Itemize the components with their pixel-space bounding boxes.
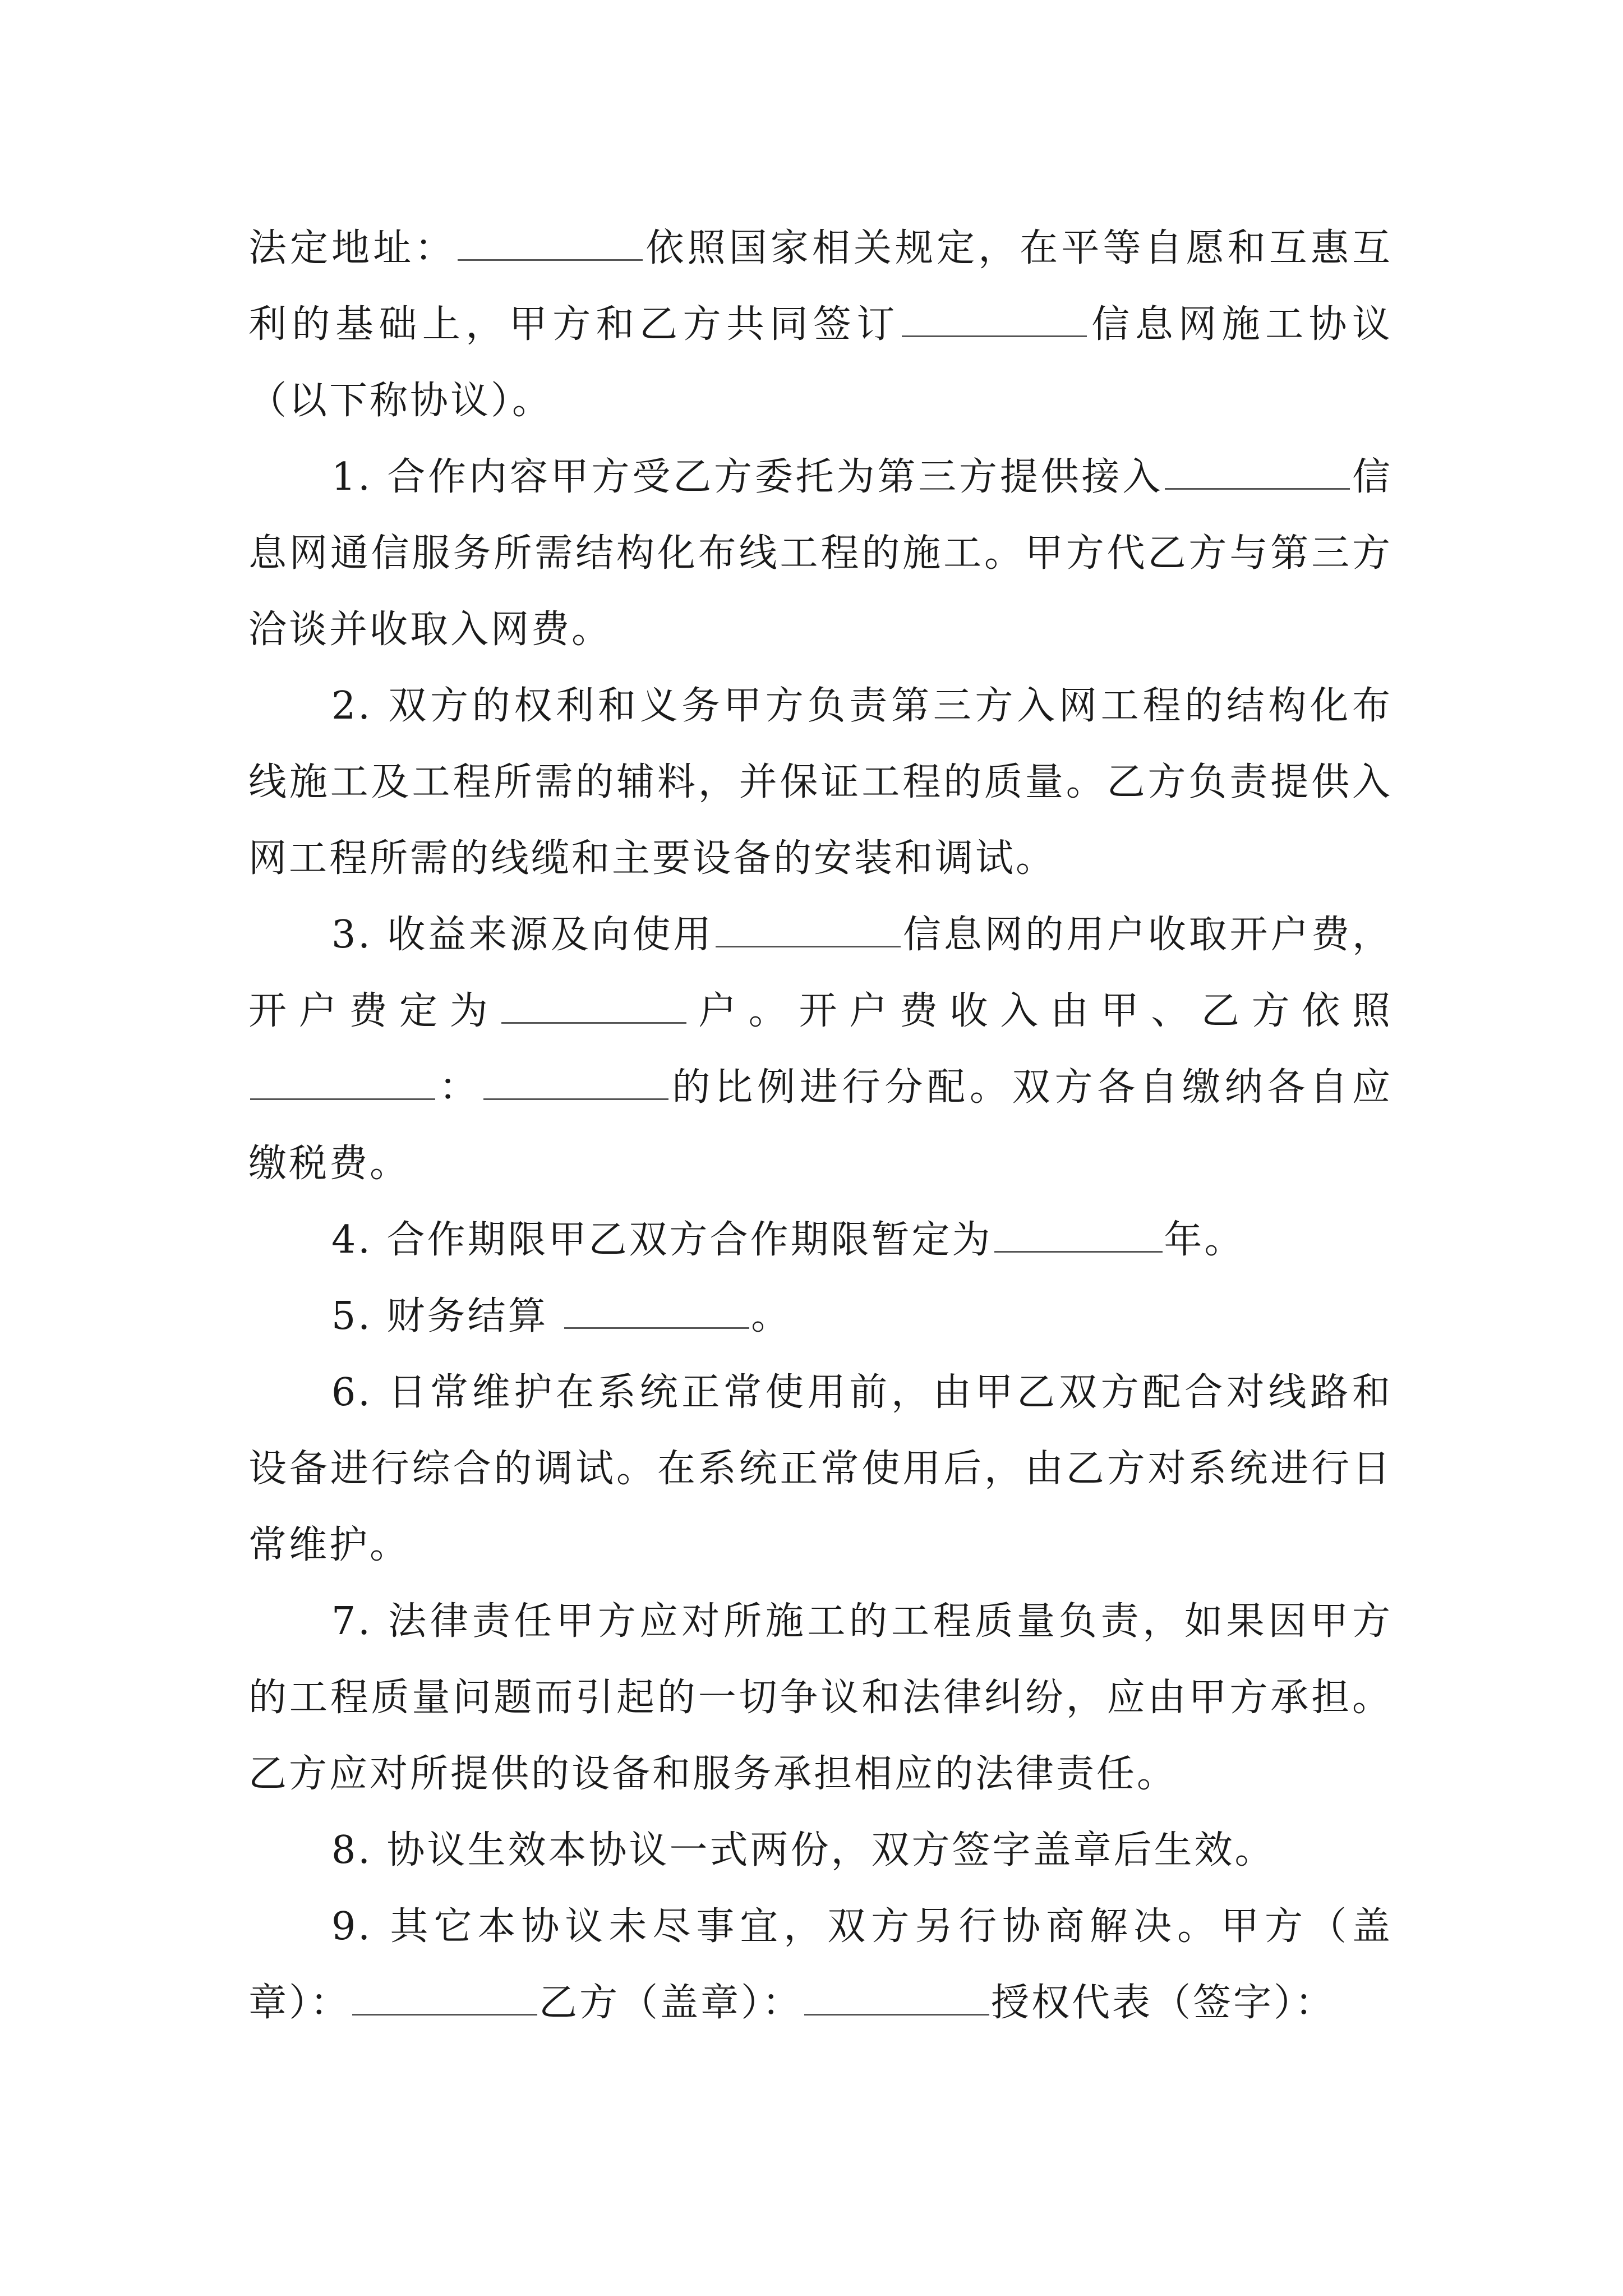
text: 2. 双方的权利和义务甲方负责第三方入网工程的结构化布线施工及工程所需的辅料，并保证工程的质量。乙方负责提供入网工程所需的线缆和主要设备的安装和调试。 xyxy=(248,684,1393,881)
paragraph-clause-6 xyxy=(248,1355,1393,1584)
blank-field-network-name xyxy=(902,335,1087,337)
paragraph-clause-2 xyxy=(248,668,1393,897)
text: 8. 协议生效本协议一式两份，双方签字盖章后生效。 xyxy=(331,1828,1275,1872)
blank-field-years xyxy=(994,1250,1163,1253)
text: 3. 收益来源及向使用 xyxy=(331,913,714,957)
blank-field-ratio-b xyxy=(483,1098,668,1100)
paragraph-clause-1 xyxy=(248,439,1393,668)
paragraph-intro xyxy=(248,210,1393,439)
text: 信息网通信服务所需结构化布线工程的施工。甲方代乙方与第三方洽谈并收取入网费。 xyxy=(248,455,1393,652)
text: 授权代表（签字）： xyxy=(991,1981,1336,2025)
paragraph-clause-9 xyxy=(248,1889,1393,2041)
text: 9. 其它本协议未尽事宜，双方另行协商解决。甲方（盖章）： xyxy=(248,1904,1393,2025)
paragraph-clause-3 xyxy=(248,897,1393,1202)
text: 依照国家相关规定，在平等自愿和互惠互利的基础上，甲方和乙方共同签订 xyxy=(248,226,1393,347)
text: 乙方（盖章）： xyxy=(539,1981,803,2025)
text: 。 xyxy=(751,1294,792,1338)
text: 6. 日常维护在系统正常使用前，由甲乙双方配合对线路和设备进行综合的调试。在系统正常使用后，由乙方对系统进行日常维护。 xyxy=(248,1370,1393,1567)
text: 7. 法律责任甲方应对所施工的工程质量负责，如果因甲方的工程质量问题而引起的一切争议和法律纠纷，应由甲方承担。乙方应对所提供的设备和服务承担相应的法律责任。 xyxy=(248,1599,1393,1796)
text: 5. 财务结算 xyxy=(331,1294,563,1338)
blank-field-party-b-seal xyxy=(804,2013,989,2016)
blank-field-network-name xyxy=(1165,487,1350,490)
blank-field-party-a-seal xyxy=(352,2013,537,2016)
blank-field-network-name xyxy=(716,945,901,947)
text: 的比例进行分配。双方各自缴纳各自应缴税费。 xyxy=(248,1065,1393,1186)
text: 信息网施工协议（以下称协议）。 xyxy=(248,302,1393,423)
paragraph-clause-5 xyxy=(248,1278,1393,1355)
text: 4. 合作期限甲乙双方合作期限暂定为 xyxy=(331,1218,993,1262)
text: 信息网的用户收取开户费，开户费定为 xyxy=(248,913,1393,1033)
blank-field-ratio-a xyxy=(250,1098,435,1100)
text: 法定地址： xyxy=(248,226,457,270)
paragraph-clause-8 xyxy=(248,1812,1393,1889)
agreement-body xyxy=(248,210,1393,2041)
paragraph-clause-4 xyxy=(248,1202,1393,1278)
blank-field-address xyxy=(458,259,643,261)
paragraph-clause-7 xyxy=(248,1584,1393,1812)
text: ： xyxy=(437,1065,482,1110)
text: 1. 合作内容甲方受乙方委托为第三方提供接入 xyxy=(331,455,1164,499)
blank-field-settlement xyxy=(564,1327,749,1329)
text: 年。 xyxy=(1164,1218,1245,1262)
text: 户。开户费收入由甲、乙方依照 xyxy=(688,989,1393,1033)
blank-field-fee xyxy=(501,1022,686,1024)
